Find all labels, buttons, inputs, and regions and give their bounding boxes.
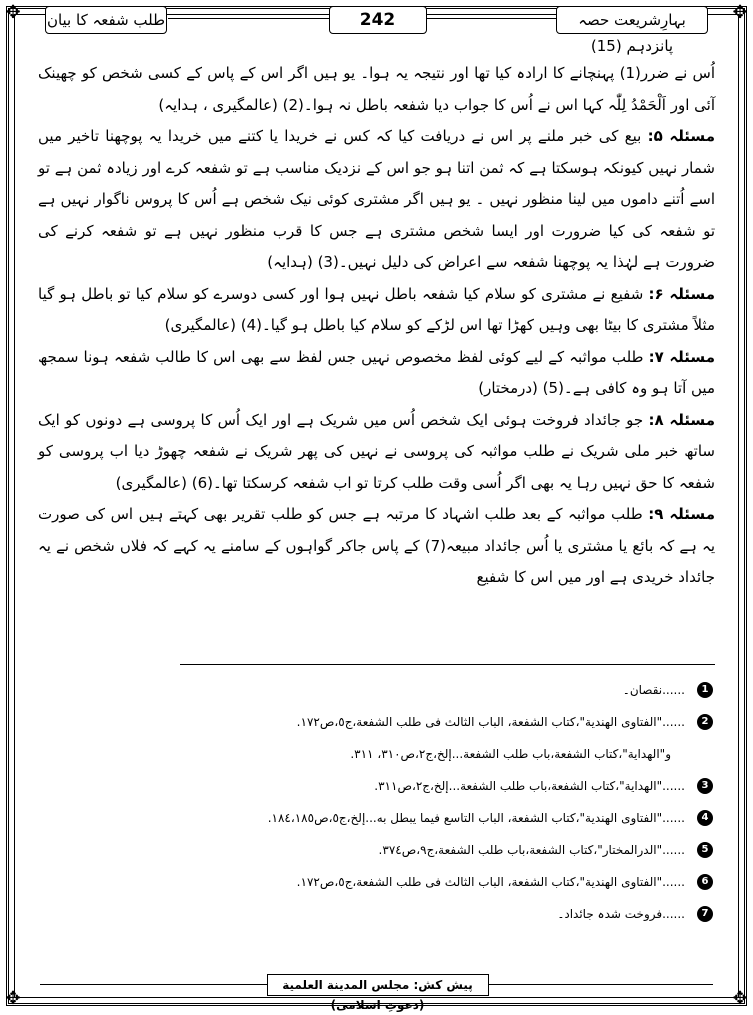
paragraph xyxy=(38,121,715,279)
book-title: بہارِشریعت حصہ پانزدہم (15) xyxy=(556,6,708,34)
masala-label: مسئلہ ۹: xyxy=(648,505,715,523)
paragraph xyxy=(38,405,715,500)
footnote-text: و"الهداية"،كتاب الشفعة،باب طلب الشفعة...إلخ،ج٢،ص٣١٠، ٣١١. xyxy=(350,747,671,761)
footnote xyxy=(40,674,713,706)
corner-ornament-icon: ✥ xyxy=(732,988,748,1009)
footnote-number-badge: 2 xyxy=(697,714,713,730)
footnote xyxy=(40,802,713,834)
publisher-credit: پیش کش: مجلس المدينة العلمية (دعوتِ اسلامی) xyxy=(267,974,489,996)
footnote-text: ......نقصان۔ xyxy=(622,683,685,697)
footnote-number-badge: 5 xyxy=(697,842,713,858)
paragraph-text: بیع کی خبر ملنے پر اس نے دریافت کیا کہ کس نے خریدا یا کتنے میں خریدا یہ پوچھنا تاخیر میں شمار نہیں کیونکہ ہوسکتا ہے کہ ثمن اتنا ہو جو اس کے نزدیک مناسب ہے تو شفعہ کرے اور زیادہ ثمن ہے تو اسے اُتنے داموں میں لینا منظور نہیں ۔ یو ہیں اگر مشتری کوئی نیک شخص ہے اُس کا پروس ناگوار نہیں ہے تو شفعہ کی کیا ضرورت اور ایسا شخص مشتری ہے جس کا قرب منظور نہیں ہے تو شفعہ کرنے کی ضرورت ہے لہٰذا یہ پوچھنا شفعہ سے اعراض کی دلیل نہیں۔(3) (ہدایہ) xyxy=(38,127,715,271)
footnotes xyxy=(40,674,713,930)
paragraph-text: شفیع نے مشتری کو سلام کیا شفعہ باطل نہیں ہوا اور کسی دوسرے کو سلام کیا تو باطل ہو گیا مثلاً مشتری کا بیٹا بھی وہیں کھڑا تھا اس لڑکے کو سلام کیا باطل ہو گیا۔(4) (عالمگیری) xyxy=(38,284,715,334)
footnote-number-badge: 6 xyxy=(697,874,713,890)
footnote-number-badge: 4 xyxy=(697,810,713,826)
paragraph xyxy=(38,342,715,405)
footnote-separator xyxy=(180,664,715,665)
paragraph-text: طلب مواثبہ کے لیے کوئی لفظ مخصوص نہیں جس لفظ سے بھی اس کا طالب شفعہ ہونا سمجھ میں آتا ہو وہ کافی ہے۔(5) (درمختار) xyxy=(38,347,715,397)
paragraph-text: جو جائداد فروخت ہوئی ایک شخص اُس میں شریک ہے اور ایک اُس کا پروسی ہے دونوں کو ایک ساتھ خبر ملی شریک نے طلب مواثبہ کی پروسی نے نہیں کی پھر شریک نے شفعہ چھوڑ دیا اب پروسی کو شفعہ کا حق نہیں رہا یہ بھی اگر اُسی وقت طلب کرتا تو اب شفعہ کرسکتا تھا۔(6) (عالمگیری) xyxy=(38,410,715,492)
footer-divider xyxy=(40,984,275,985)
paragraph xyxy=(38,499,715,594)
footnote-number-badge: 3 xyxy=(697,778,713,794)
page-footer xyxy=(40,974,713,1012)
footnote-number-badge: 1 xyxy=(697,682,713,698)
footnote-number-badge: 7 xyxy=(697,906,713,922)
footnote-text: ......"الفتاوى الهندية"،كتاب الشفعة، الباب التاسع فيما يبطل به...إلخ،ج٥،ص١٨٤،١٨٥. xyxy=(267,811,685,825)
masala-label: مسئلہ ۸: xyxy=(648,410,715,429)
footnote-text: ......"الفتاوى الهندية"،كتاب الشفعة، الباب الثالث فى طلب الشفعة،ج٥،ص١٧٢. xyxy=(296,875,685,889)
paragraph xyxy=(38,58,715,121)
page-header xyxy=(40,6,713,55)
chapter-title: طلب شفعہ کا بیان xyxy=(45,6,167,34)
corner-ornament-icon: ✥ xyxy=(5,988,21,1009)
page-number: 242 xyxy=(329,6,427,34)
masala-label: مسئلہ ۵: xyxy=(647,127,715,145)
footnote-text: ......"الهداية"،كتاب الشفعة،باب طلب الشفعة...إلخ،ج٢،ص٣١١. xyxy=(374,779,685,793)
footnote xyxy=(40,706,713,738)
footnote-text: ......"الفتاوى الهندية"،كتاب الشفعة، الباب الثالث فى طلب الشفعة،ج٥،ص١٧٢. xyxy=(296,715,685,729)
corner-ornament-icon: ✥ xyxy=(5,2,21,23)
paragraph-text: طلب مواثبہ کے بعد طلب اشہاد کا مرتبہ ہے جس کو طلب تقریر بھی کہتے ہیں اس کی صورت یہ ہے کہ بائع یا مشتری یا اُس جائداد مبیعہ(7) کے پاس جاکر گواہوں کے سامنے یہ کہے کہ فلاں شخص نے یہ جائداد خریدی ہے اور میں اس کا شفیع xyxy=(38,505,715,586)
footer-divider xyxy=(478,984,713,985)
footnote xyxy=(40,898,713,930)
paragraph-text: اُس نے ضرر(1) پہنچانے کا ارادہ کیا تھا اور نتیجہ یہ ہوا۔ یو ہیں اگر اس کے پاس کے کسی شخص کو چھینک آئی اور اَلْحَمْدُ لِلّٰہ کہا اس نے اُس کا جواب دیا شفعہ باطل نہ ہوا۔(2) (عالمگیری ، ہدایہ) xyxy=(38,64,715,114)
footnote-continuation xyxy=(40,738,713,770)
footnote-text: ......فروخت شدہ جائداد۔ xyxy=(557,907,685,921)
main-text xyxy=(38,58,715,594)
footnote xyxy=(40,834,713,866)
header-divider xyxy=(420,18,560,19)
footnote-text: ......"الدرالمختار"،كتاب الشفعة،باب طلب الشفعة،ج٩،ص٣٧٤. xyxy=(378,843,685,857)
masala-label: مسئلہ ۶: xyxy=(648,284,715,303)
footnote xyxy=(40,770,713,802)
corner-ornament-icon: ✥ xyxy=(732,2,748,23)
paragraph xyxy=(38,279,715,342)
footnote xyxy=(40,866,713,898)
masala-label: مسئلہ ۷: xyxy=(648,347,715,366)
